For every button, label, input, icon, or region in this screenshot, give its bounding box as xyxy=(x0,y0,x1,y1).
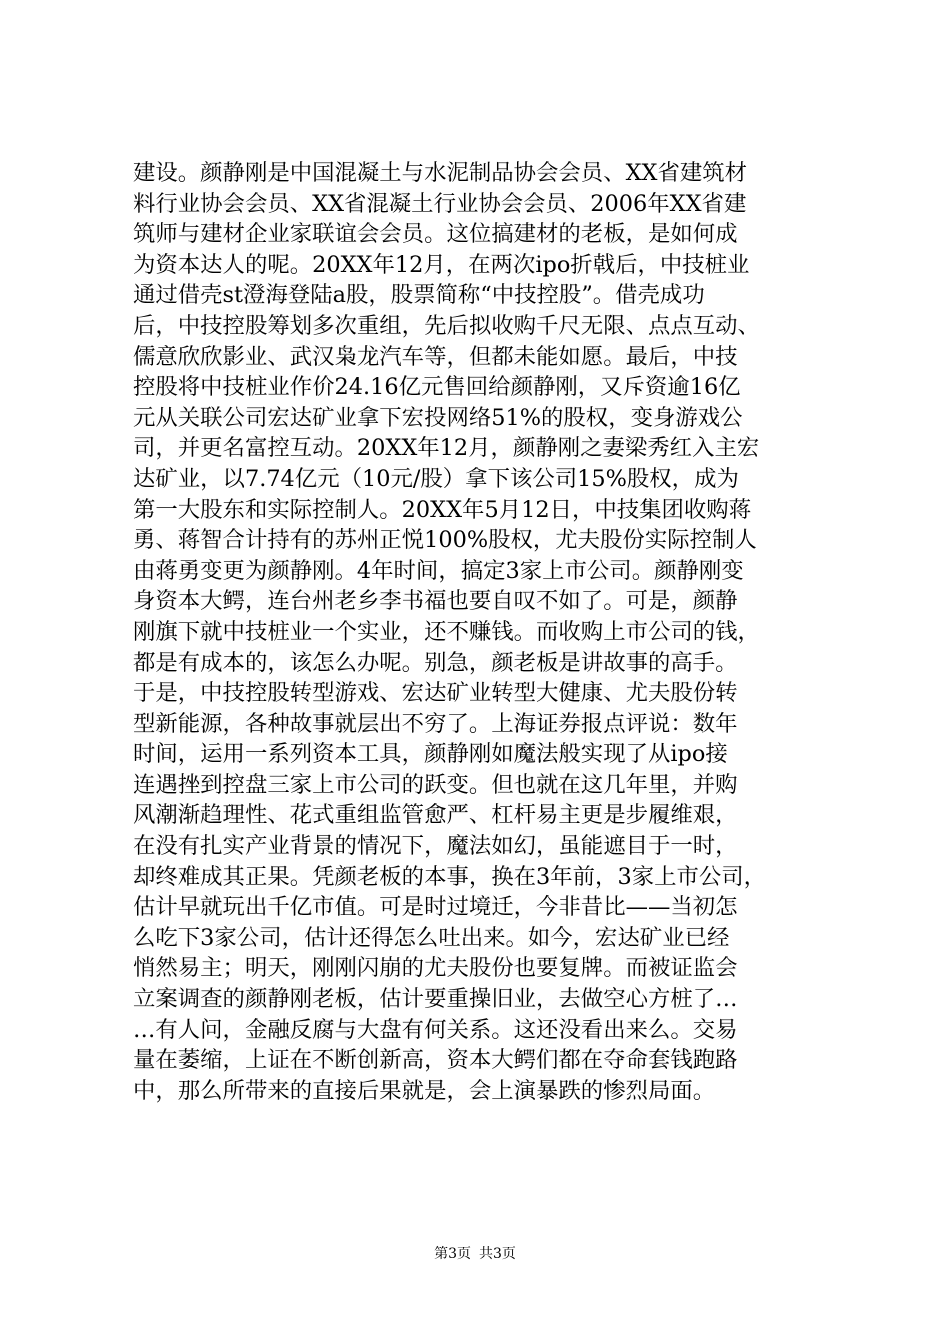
text-line: 由蒋勇变更为颜静刚。4年时间，搞定3家上市公司。颜静刚变 xyxy=(133,557,744,584)
text-line: 达矿业，以7.74亿元（10元/股）拿下该公司15%股权，成为 xyxy=(133,465,739,492)
page-number-current: 第3页 xyxy=(434,1246,471,1262)
text-line: 筑师与建材企业家联谊会会员。这位搞建材的老板，是如何成 xyxy=(133,221,738,248)
text-line: 元从关联公司宏达矿业拿下宏投网络51%的股权，变身游戏公 xyxy=(133,404,743,431)
text-line: 儒意欣欣影业、武汉枭龙汽车等，但都未能如愿。最后，中技 xyxy=(133,343,738,370)
text-line: 悄然易主；明天，刚刚闪崩的尤夫股份也要复牌。而被证监会 xyxy=(133,955,738,982)
text-line: 为资本达人的呢。20XX年12月，在两次ipo折戟后，中技桩业 xyxy=(133,251,750,278)
text-line: 第一大股东和实际控制人。20XX年5月12日，中技集团收购蒋 xyxy=(133,496,752,523)
text-line: 建设。颜静刚是中国混凝土与水泥制品协会会员、XX省建筑材 xyxy=(133,160,748,186)
page-number-total: 共3页 xyxy=(479,1246,516,1262)
text-line: 时间，运用一系列资本工具，颜静刚如魔法般实现了从ipo接 xyxy=(133,741,728,768)
text-line: 立案调查的颜静刚老板，估计要重操旧业，去做空心方桩了… xyxy=(133,986,738,1013)
text-line: 中，那么所带来的直接后果就是，会上演暴跌的惨烈局面。 xyxy=(133,1077,716,1104)
text-line: 身资本大鳄，连台州老乡李书福也要自叹不如了。可是，颜静 xyxy=(133,588,738,615)
text-line: 勇、蒋智合计持有的苏州正悦100%股权，尤夫股份实际控制人 xyxy=(133,527,757,554)
text-line: 都是有成本的，该怎么办呢。别急，颜老板是讲故事的高手。 xyxy=(133,649,738,676)
text-line: 么吃下3家公司，估计还得怎么吐出来。如今，宏达矿业已经 xyxy=(133,924,730,951)
body-text xyxy=(133,158,833,1106)
text-line: …有人问，金融反腐与大盘有何关系。这还没看出来么。交易 xyxy=(133,1016,738,1043)
text-line: 却终难成其正果。凭颜老板的本事，换在3年前，3家上市公司， xyxy=(133,863,767,890)
page-footer xyxy=(0,1244,950,1264)
text-line: 料行业协会会员、XX省混凝土行业协会会员、2006年XX省建 xyxy=(133,190,747,217)
text-line: 刚旗下就中技桩业一个实业，还不赚钱。而收购上市公司的钱， xyxy=(133,618,760,645)
text-line: 风潮渐趋理性、花式重组监管愈严、杠杆易主更是步履维艰， xyxy=(133,802,738,829)
text-line: 控股将中技桩业作价24.16亿元售回给颜静刚，又斥资逾16亿 xyxy=(133,374,741,401)
text-line: 连遇挫到控盘三家上市公司的跃变。但也就在这几年里，并购 xyxy=(133,771,738,798)
text-line: 后，中技控股筹划多次重组，先后拟收购千尺无限、点点互动、 xyxy=(133,312,760,339)
text-line: 司，并更名富控互动。20XX年12月，颜静刚之妻梁秀红入主宏 xyxy=(133,435,760,462)
text-line: 在没有扎实产业背景的情况下，魔法如幻，虽能遮目于一时， xyxy=(133,833,738,860)
text-line: 于是，中技控股转型游戏、宏达矿业转型大健康、尤夫股份转 xyxy=(133,680,738,707)
text-line: 估计早就玩出千亿市值。可是时过境迁，今非昔比——当初怎 xyxy=(133,894,738,921)
text-line: 量在萎缩，上证在不断创新高，资本大鳄们都在夺命套钱跑路 xyxy=(133,1047,738,1074)
text-line: 型新能源，各种故事就层出不穷了。上海证券报点评说：数年 xyxy=(133,710,738,737)
text-line: 通过借壳st澄海登陆a股，股票简称“中技控股”。借壳成功 xyxy=(133,282,705,309)
